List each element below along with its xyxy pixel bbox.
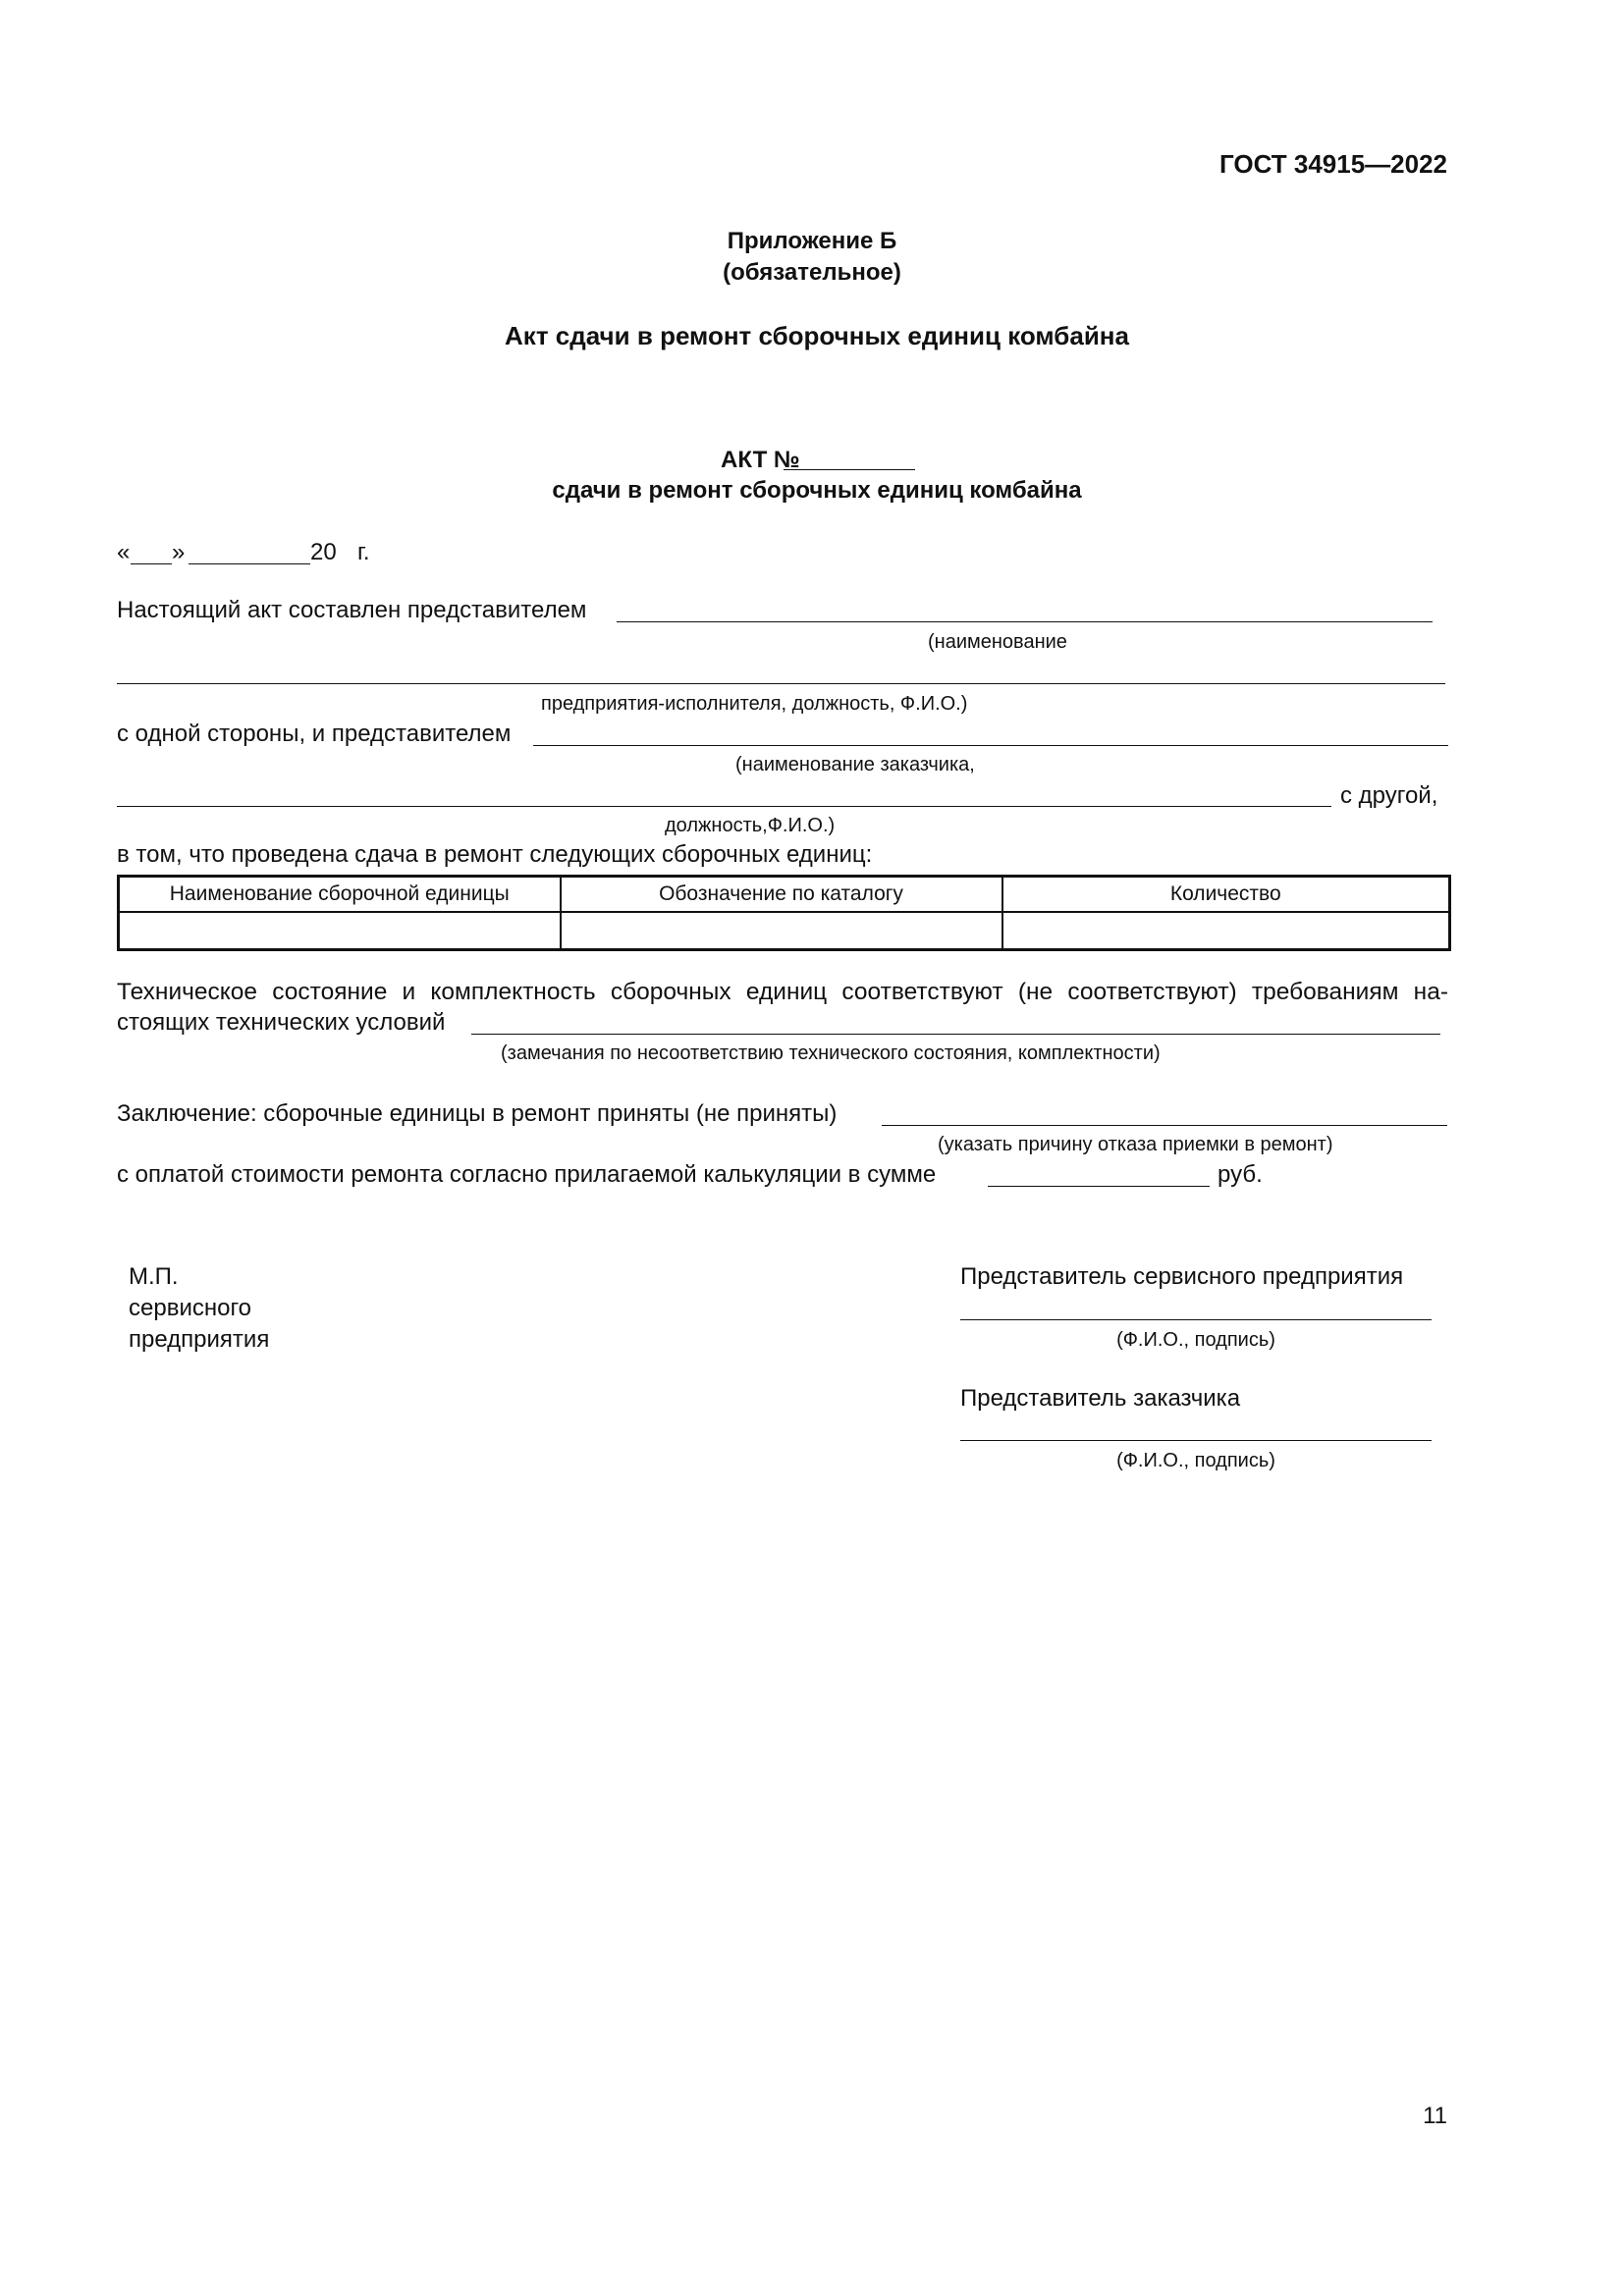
- table-header-row: [119, 877, 1450, 913]
- condition-remarks-blank[interactable]: [471, 1034, 1440, 1035]
- annex-title: Приложение Б: [727, 228, 897, 254]
- currency-label: руб.: [1218, 1161, 1263, 1188]
- caption-customer-name: (наименование заказчика,: [735, 754, 975, 775]
- stamp-label-line2: сервисного: [129, 1295, 252, 1321]
- service-rep-label: Представитель сервисного предприятия: [960, 1263, 1404, 1290]
- caption-executor-details: предприятия-исполнителя, должность, Ф.И.О.): [541, 693, 968, 715]
- payment-text: с оплатой стоимости ремонта согласно прилагаемой калькуляции в сумме: [117, 1161, 937, 1188]
- date-day-blank[interactable]: [131, 563, 172, 564]
- caption-service-rep-signature: (Ф.И.О., подпись): [1116, 1329, 1275, 1351]
- customer-rep-blank[interactable]: [533, 745, 1448, 746]
- date-close-quote: »: [172, 539, 186, 565]
- date-year-suffix: г.: [357, 539, 370, 565]
- conclusion-reason-blank[interactable]: [882, 1125, 1447, 1126]
- table-row: [119, 912, 1450, 950]
- cell-quantity[interactable]: [1002, 912, 1450, 950]
- caption-rejection-reason: (указать причину отказа приемки в ремонт): [938, 1134, 1333, 1155]
- date-month-blank[interactable]: [189, 563, 310, 564]
- page-number: 11: [1423, 2103, 1447, 2129]
- date-open-quote: «: [117, 539, 131, 565]
- payment-amount-blank[interactable]: [988, 1186, 1210, 1187]
- stamp-label-line1: М.П.: [129, 1263, 179, 1290]
- act-number-blank[interactable]: [784, 469, 915, 470]
- executor-details-blank[interactable]: [117, 683, 1445, 684]
- customer-rep-signature-blank[interactable]: [960, 1440, 1432, 1441]
- document-standard-code: ГОСТ 34915—2022: [1219, 149, 1447, 179]
- column-header-unit-name: Наименование сборочной единицы: [119, 877, 561, 913]
- date-year-prefix: 20: [310, 539, 337, 565]
- one-side-text: с одной стороны, и представителем: [117, 721, 512, 747]
- representative-text: Настоящий акт составлен представителем: [117, 597, 587, 623]
- caption-position-name: должность,Ф.И.О.): [665, 815, 836, 836]
- condition-text-line2: стоящих технических условий: [117, 1009, 446, 1036]
- act-subtitle: сдачи в ремонт сборочных единиц комбайна: [552, 477, 1082, 504]
- conclusion-text: Заключение: сборочные единицы в ремонт приняты (не приняты): [117, 1100, 838, 1127]
- stamp-label-line3: предприятия: [129, 1326, 270, 1353]
- units-intro-text: в том, что проведена сдача в ремонт следующих сборочных единиц:: [117, 841, 873, 868]
- customer-rep-label: Представитель заказчика: [960, 1385, 1241, 1412]
- caption-name: (наименование: [928, 631, 1067, 653]
- column-header-quantity: Количество: [1002, 877, 1450, 913]
- customer-details-blank[interactable]: [117, 806, 1331, 807]
- assembly-units-table: [117, 875, 1451, 951]
- annex-status: (обязательное): [723, 259, 901, 286]
- service-rep-signature-blank[interactable]: [960, 1319, 1432, 1320]
- cell-catalog-code[interactable]: [561, 912, 1002, 950]
- annex-heading: Акт сдачи в ремонт сборочных единиц комбайна: [505, 321, 1129, 350]
- representative-blank[interactable]: [617, 621, 1433, 622]
- other-side-text: с другой,: [1340, 782, 1438, 809]
- caption-condition-remarks: (замечания по несоответствию технического состояния, комплектности): [501, 1042, 1161, 1064]
- act-number-label: АКТ №: [721, 447, 800, 473]
- cell-unit-name[interactable]: [119, 912, 561, 950]
- column-header-catalog-code: Обозначение по каталогу: [561, 877, 1002, 913]
- condition-text-line1: Техническое состояние и комплектность сборочных единиц соответствуют (не соответствуют) требованиям на-: [117, 979, 1448, 1005]
- caption-customer-rep-signature: (Ф.И.О., подпись): [1116, 1450, 1275, 1471]
